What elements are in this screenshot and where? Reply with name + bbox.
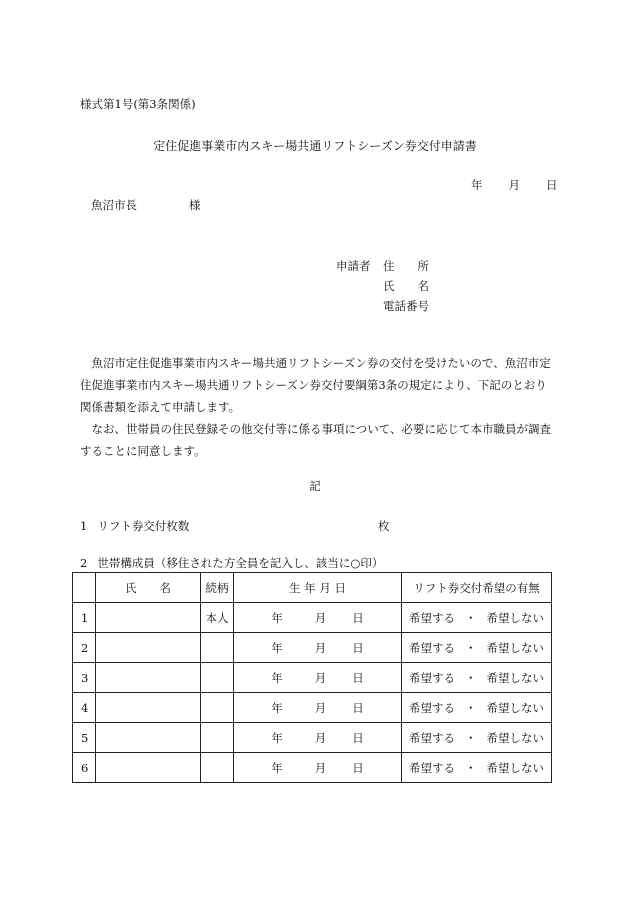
row-dob-cell[interactable] — [234, 753, 402, 783]
date-month: 月 — [508, 178, 520, 192]
dob-month: 月 — [314, 640, 327, 655]
row-relation-cell[interactable] — [201, 753, 234, 783]
wish-yes-option[interactable]: 希望する — [409, 760, 455, 775]
section2 — [80, 555, 383, 571]
row-dob-cell[interactable] — [234, 603, 402, 633]
date-year: 年 — [471, 178, 483, 192]
row-wish-cell — [402, 633, 552, 663]
row-wish-cell — [402, 663, 552, 693]
section1-unit: 枚 — [378, 519, 390, 533]
section1-number: 1 — [80, 519, 88, 533]
body-paragraph-1: 魚沼市定住促進事業市内スキー場共通リフトシーズン券の交付を受けたいので、魚沼市定住促進事業市内スキー場共通リフトシーズン券交付要綱第3条の規定により、下記のとおり関係書類を添えて申請します。 — [80, 356, 551, 414]
row-wish-cell — [402, 603, 552, 633]
addressee — [91, 197, 201, 213]
row-dob-cell[interactable] — [234, 633, 402, 663]
wish-yes-option[interactable]: 希望する — [409, 730, 455, 745]
row-name-cell[interactable] — [96, 753, 201, 783]
dob-year: 年 — [271, 760, 283, 775]
row-relation-cell[interactable] — [201, 723, 234, 753]
row-wish-cell — [402, 723, 552, 753]
wish-separator: ・ — [465, 640, 477, 655]
row-number: 5 — [73, 723, 96, 753]
wish-yes-option[interactable]: 希望する — [409, 700, 455, 715]
wish-no-option[interactable]: 希望しない — [486, 760, 544, 775]
dob-month: 月 — [314, 610, 327, 625]
row-name-cell[interactable] — [96, 633, 201, 663]
row-dob-cell[interactable] — [234, 663, 402, 693]
row-number: 6 — [73, 753, 96, 783]
row-name-cell[interactable] — [96, 603, 201, 633]
wish-separator: ・ — [465, 700, 477, 715]
row-name-cell[interactable] — [96, 663, 201, 693]
wish-separator: ・ — [465, 730, 477, 745]
applicant-address-label: 住 所 — [383, 259, 429, 273]
body-text — [80, 352, 555, 462]
row-name-cell[interactable] — [96, 723, 201, 753]
dob-day: 日 — [352, 760, 364, 775]
row-number: 3 — [73, 663, 96, 693]
dob-day: 日 — [352, 640, 364, 655]
dob-year: 年 — [271, 640, 283, 655]
section2-label: 世帯構成員（移住された方全員を記入し、該当に○印） — [97, 556, 384, 570]
row-dob-cell[interactable] — [234, 723, 402, 753]
section2-number: 2 — [80, 556, 88, 570]
date-day: 日 — [546, 178, 558, 192]
header-no — [73, 573, 96, 603]
document-title: 定住促進事業市内スキー場共通リフトシーズン券交付申請書 — [153, 139, 477, 153]
row-relation-cell[interactable] — [201, 663, 234, 693]
wish-yes-option[interactable]: 希望する — [409, 640, 455, 655]
wish-separator: ・ — [465, 760, 477, 775]
body-paragraph-2: なお、世帯員の住民登録その他交付等に係る事項について、必要に応じて本市職員が調査することに同意します。 — [80, 422, 552, 458]
wish-no-option[interactable]: 希望しない — [486, 610, 544, 625]
dob-year: 年 — [271, 700, 283, 715]
dob-month: 月 — [314, 670, 327, 685]
dob-year: 年 — [271, 610, 283, 625]
table-row — [73, 603, 552, 633]
row-dob-cell[interactable] — [234, 693, 402, 723]
row-number: 4 — [73, 693, 96, 723]
table-row — [73, 633, 552, 663]
table-row — [73, 753, 552, 783]
dob-month: 月 — [314, 730, 327, 745]
row-relation-cell[interactable] — [201, 693, 234, 723]
wish-separator: ・ — [465, 670, 477, 685]
table-row — [73, 723, 552, 753]
date-line — [471, 177, 558, 193]
row-number: 2 — [73, 633, 96, 663]
row-relation-cell[interactable] — [201, 633, 234, 663]
header-dob: 生 年 月 日 — [234, 573, 402, 603]
row-relation-cell[interactable]: 本人 — [201, 603, 234, 633]
row-wish-cell — [402, 693, 552, 723]
header-wish: リフト券交付希望の有無 — [402, 573, 552, 603]
table-row — [73, 663, 552, 693]
applicant-phone-label: 電話番号 — [383, 299, 429, 313]
wish-separator: ・ — [465, 610, 477, 625]
row-wish-cell — [402, 753, 552, 783]
dob-day: 日 — [352, 670, 364, 685]
addressee-honorific: 様 — [189, 198, 201, 212]
wish-yes-option[interactable]: 希望する — [409, 610, 455, 625]
table-header-row — [73, 573, 552, 603]
wish-no-option[interactable]: 希望しない — [486, 640, 544, 655]
dob-year: 年 — [271, 670, 283, 685]
dob-day: 日 — [352, 700, 364, 715]
wish-no-option[interactable]: 希望しない — [486, 730, 544, 745]
dob-month: 月 — [314, 760, 327, 775]
wish-no-option[interactable]: 希望しない — [486, 670, 544, 685]
addressee-name: 魚沼市長 — [91, 198, 137, 212]
dob-year: 年 — [271, 730, 283, 745]
section1 — [80, 518, 189, 534]
ki-heading: 記 — [309, 479, 321, 493]
applicant-name-label: 氏 名 — [383, 279, 429, 293]
dob-month: 月 — [314, 700, 327, 715]
header-relation: 続柄 — [201, 573, 234, 603]
form-number: 様式第1号(第3条関係) — [80, 97, 196, 111]
wish-no-option[interactable]: 希望しない — [486, 700, 544, 715]
household-members-table — [72, 572, 552, 783]
wish-yes-option[interactable]: 希望する — [409, 670, 455, 685]
table-row — [73, 693, 552, 723]
header-name: 氏 名 — [96, 573, 201, 603]
applicant-label: 申請者 — [336, 259, 371, 273]
row-number: 1 — [73, 603, 96, 633]
row-name-cell[interactable] — [96, 693, 201, 723]
section1-label: リフト券交付枚数 — [97, 519, 190, 533]
dob-day: 日 — [352, 730, 364, 745]
dob-day: 日 — [352, 610, 364, 625]
